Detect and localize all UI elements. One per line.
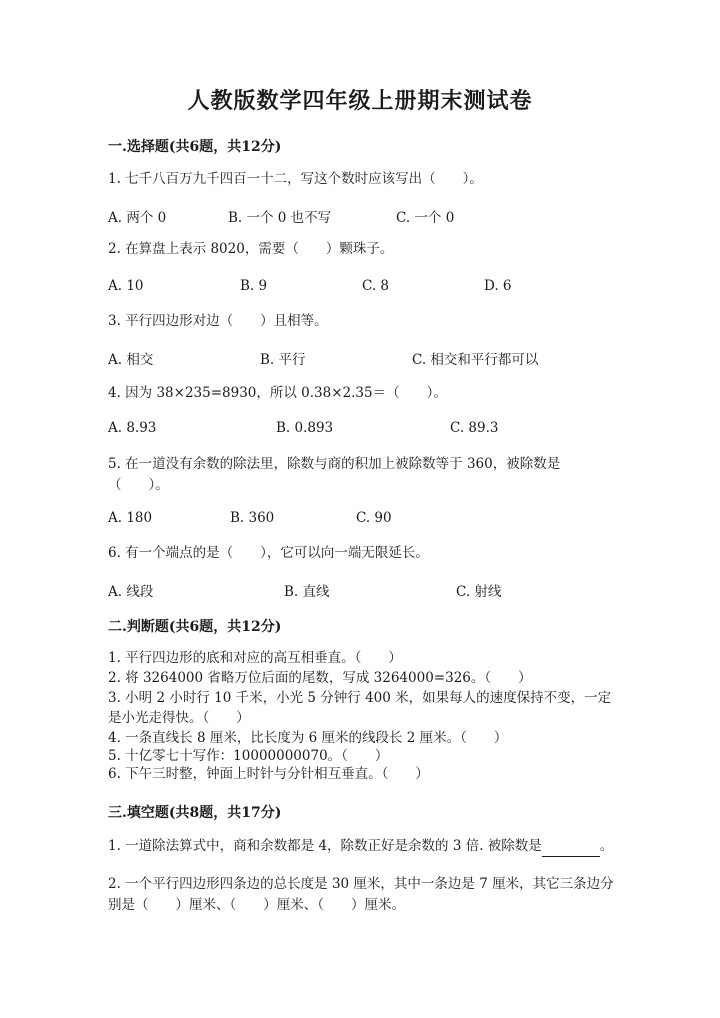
choice-1-option-c: C. 一个 0: [396, 210, 455, 226]
fill-question-1: [108, 836, 620, 857]
fill-question-1-tail: 。: [599, 838, 614, 854]
fill-question-1-text: 1. 一道除法算式中，商和余数都是 4，除数正好是余数的 3 倍. 被除数是: [108, 838, 542, 854]
choice-1-option-a: A. 两个 0: [108, 210, 167, 226]
choice-3-option-c: C. 相交和平行都可以: [412, 352, 539, 368]
choice-2-option-b: B. 9: [240, 278, 268, 294]
section-heading-judge: 二.判断题(共6题，共12分): [108, 619, 282, 635]
choice-5-option-a: A. 180: [108, 510, 153, 526]
section-heading-fill: 三.填空题(共8题，共17分): [108, 805, 282, 821]
choice-4-option-b: B. 0.893: [276, 420, 334, 436]
choice-2-option-c: C. 8: [362, 278, 390, 294]
judge-question-1: 1. 平行四边形的底和对应的高互相垂直。（ ）: [108, 650, 402, 666]
fill-question-2: 2. 一个平行四边形四条边的总长度是 30 厘米，其中一条边是 7 厘米，其它三条边分别是（ ）厘米、（ ）厘米、（ ）厘米。: [108, 876, 614, 913]
judge-question-4: 4. 一条直线长 8 厘米，比长度为 6 厘米的线段长 2 厘米。（ ）: [108, 730, 508, 746]
section-heading-choice: 一.选择题(共6题，共12分): [108, 139, 282, 155]
choice-3-option-a: A. 相交: [108, 352, 154, 368]
choice-6-option-b: B. 直线: [284, 584, 330, 600]
judge-question-2: 2. 将 3264000 省略万位后面的尾数，写成 3264000=326。（ ）: [108, 670, 532, 686]
choice-1-option-b: B. 一个 0 也不写: [228, 210, 332, 226]
judge-question-3: 3. 小明 2 小时行 10 千米，小光 5 分钟行 400 米，如果每人的速度保持不变，一定是小光走得快。（ ）: [108, 690, 612, 726]
choice-question-6: 6. 有一个端点的是（ ），它可以向一端无限延长。: [108, 545, 429, 561]
choice-5-option-b: B. 360: [230, 510, 275, 526]
choice-2-option-d: D. 6: [484, 278, 512, 294]
choice-6-option-c: C. 射线: [456, 584, 502, 600]
choice-question-1: 1. 七千八百万九千四百一十二，写这个数时应该写出（ ）。: [108, 171, 483, 187]
choice-question-2: 2. 在算盘上表示 8020，需要（ ）颗珠子。: [108, 241, 394, 257]
choice-question-5: 5. 在一道没有余数的除法里，除数与商的积加上被除数等于 360，被除数是（ ）。: [108, 456, 561, 493]
judge-question-6: 6. 下午三时整，钟面上时针与分针相互垂直。（ ）: [108, 766, 429, 782]
choice-question-4: 4. 因为 38×235=8930，所以 0.38×2.35＝（ ）。: [108, 385, 447, 401]
choice-4-option-c: C. 89.3: [450, 420, 499, 436]
choice-6-option-a: A. 线段: [108, 584, 154, 600]
choice-3-option-b: B. 平行: [260, 352, 306, 368]
choice-5-option-c: C. 90: [356, 510, 392, 526]
choice-2-option-a: A. 10: [108, 278, 144, 294]
choice-question-3: 3. 平行四边形对边（ ）且相等。: [108, 313, 328, 329]
judge-question-5: 5. 十亿零七十写作：10000000070。（ ）: [108, 748, 389, 764]
answer-blank[interactable]: [542, 842, 600, 857]
page-title: 人教版数学四年级上册期末测试卷: [187, 88, 533, 114]
choice-4-option-a: A. 8.93: [108, 420, 157, 436]
